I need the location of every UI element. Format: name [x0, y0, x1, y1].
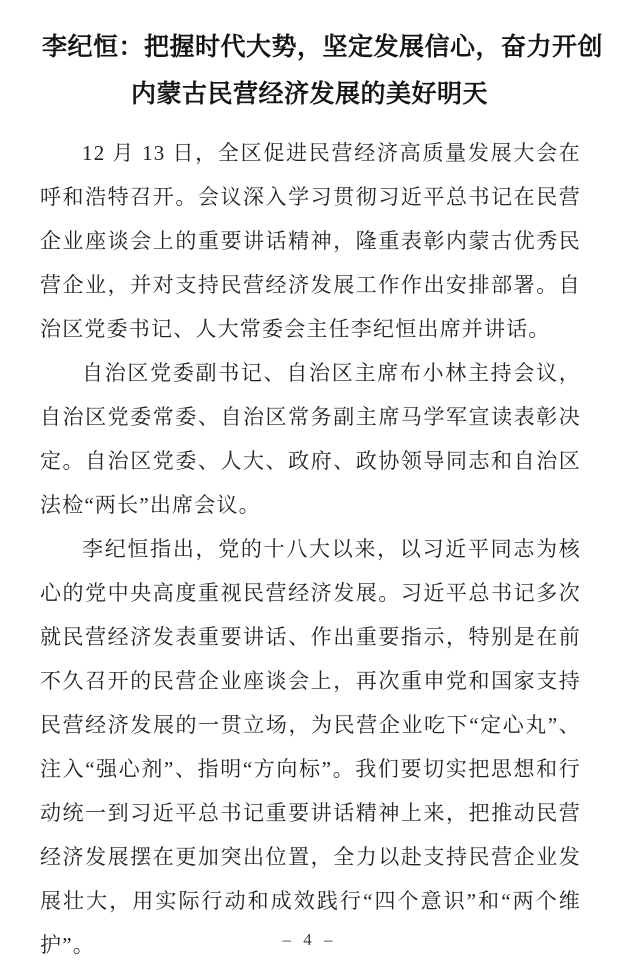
page-title — [0, 0, 619, 118]
paragraph-3: 李纪恒指出，党的十八大以来，以习近平同志为核心的党中央高度重视民营经济发展。习近平总书记多次就民营经济发表重要讲话、作出重要指示，特别是在前不久召开的民营企业座谈会上，再次重申党和国家支持民营经济发展的一贯立场，为民营企业吃下“定心丸”、注入“强心剂”、指明“方向标”。我们要切实把思想和行动统一到习近平总书记重要讲话精神上来，把推动民营经济发展摆在更加突出位置，全力以赴支持民营企业发展壮大，用实际行动和成效践行“四个意识”和“两个维护”。 — [40, 537, 581, 957]
page-number: – 4 – — [282, 930, 337, 949]
page-title-line-1: 李纪恒：把握时代大势，坚定发展信心，奋力开创 — [42, 34, 604, 61]
document-body — [0, 131, 619, 960]
page-title-line-2: 内蒙古民营经济发展的美好明天 — [130, 81, 488, 108]
paragraph-1: 12 月 13 日，全区促进民营经济高质量发展大会在呼和浩特召开。会议深入学习贯彻习近平总书记在民营企业座谈会上的重要讲话精神，隆重表彰内蒙古优秀民营企业，并对支持民营经济发展工作作出安排部署。自治区党委书记、人大常委会主任李纪恒出席并讲话。 — [40, 141, 581, 341]
paragraph-2: 自治区党委副书记、自治区主席布小林主持会议，自治区党委常委、自治区常务副主席马学军宣读表彰决定。自治区党委、人大、政府、政协领导同志和自治区法检“两长”出席会议。 — [40, 361, 581, 517]
